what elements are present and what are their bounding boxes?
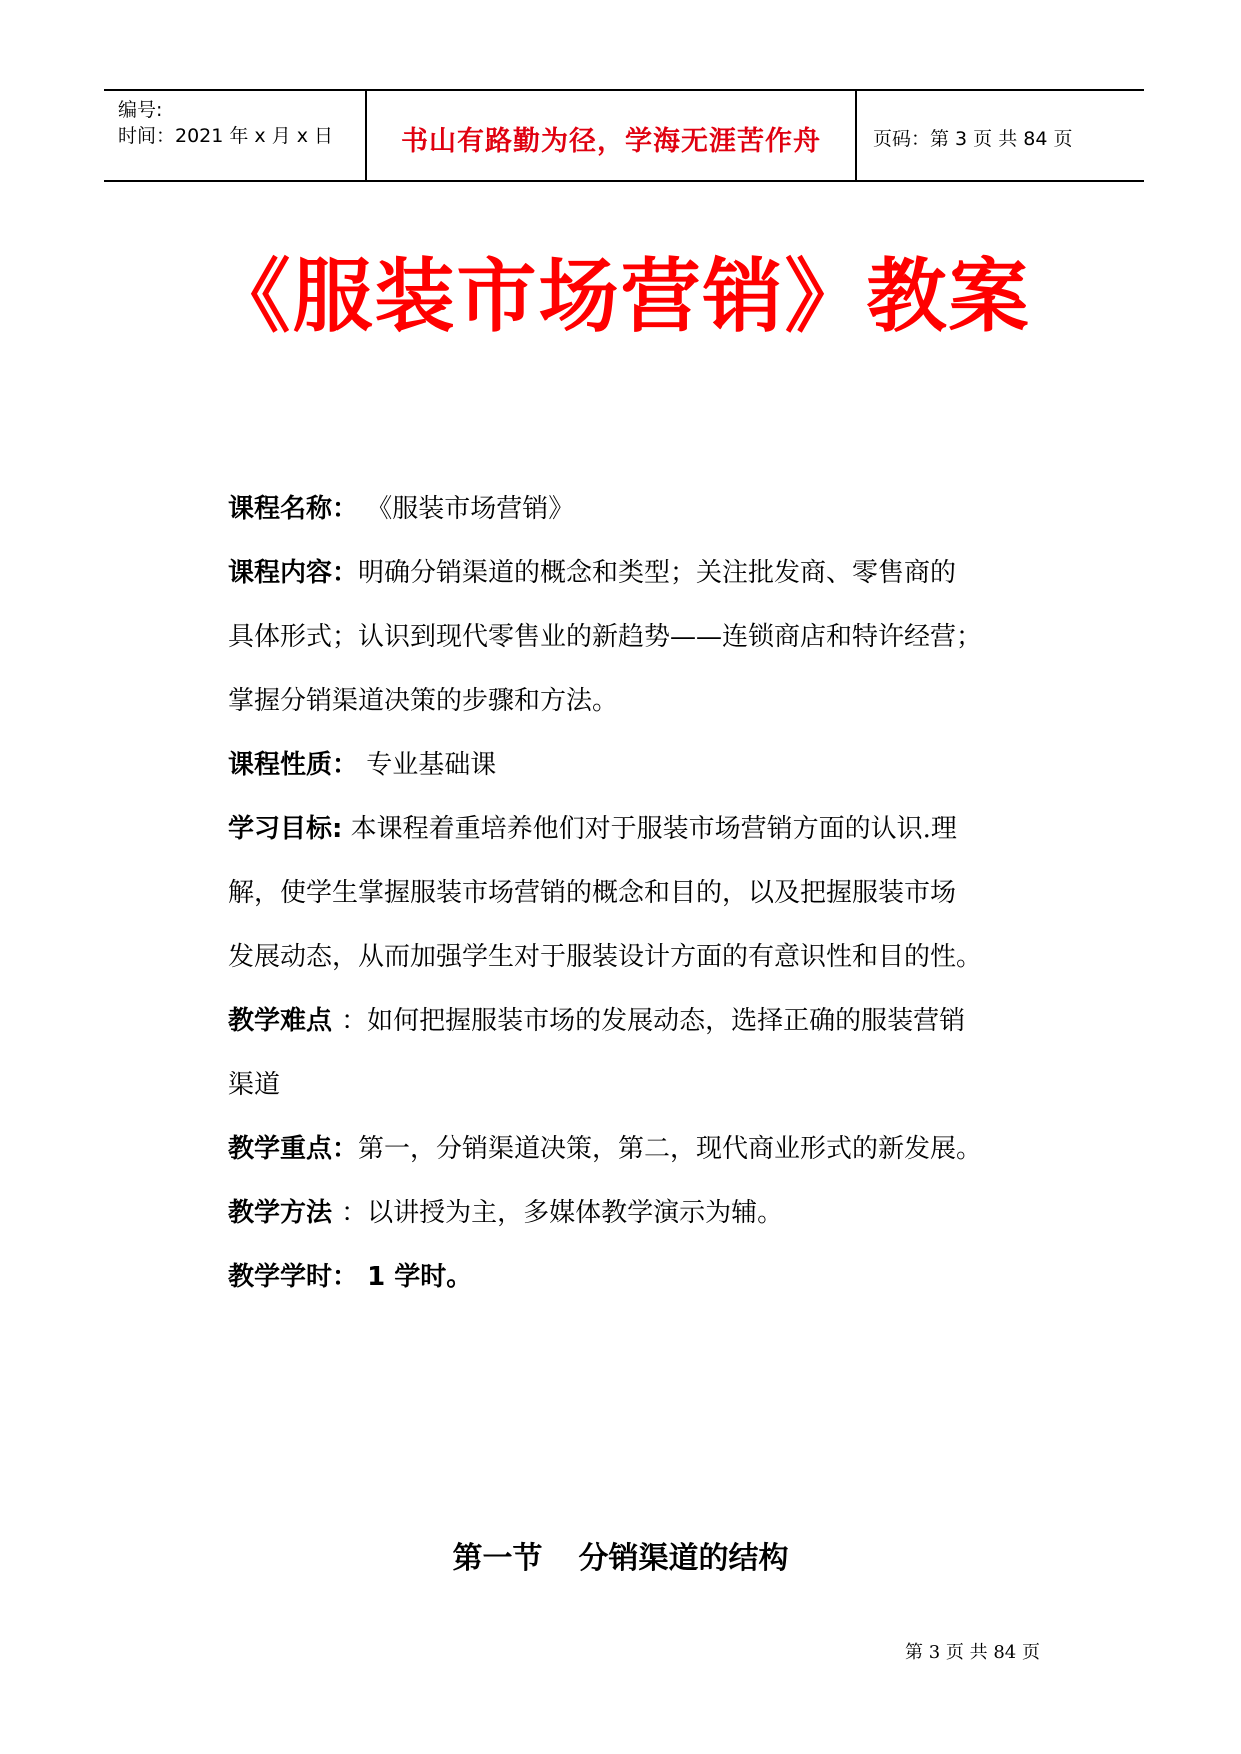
header-right-cell bbox=[857, 91, 1144, 180]
field-teaching-difficulty-line2: 渠道 bbox=[228, 1070, 281, 1100]
field-label: 教学学时： bbox=[228, 1262, 359, 1292]
field-course-content bbox=[228, 552, 956, 589]
field-label: 教学方法 bbox=[228, 1198, 342, 1228]
field-value: 明确分销渠道的概念和类型；关注批发商、零售商的 bbox=[358, 558, 957, 588]
document-title: 《服装市场营销》教案 bbox=[210, 250, 1031, 343]
field-course-content-line3: 掌握分销渠道决策的步骤和方法。 bbox=[228, 686, 619, 716]
section-number: 第一节 bbox=[452, 1541, 543, 1576]
field-course-nature bbox=[228, 744, 496, 781]
field-value: ：如何把握服装市场的发展动态，选择正确的服装营销 bbox=[341, 1006, 966, 1036]
field-value: ：以讲授为主，多媒体教学演示为辅。 bbox=[341, 1198, 784, 1228]
field-label: 课程性质： bbox=[228, 750, 359, 780]
field-value: 第一，分销渠道决策，第二，现代商业形式的新发展。 bbox=[358, 1134, 983, 1164]
field-label: 教学重点： bbox=[228, 1134, 359, 1164]
motto: 书山有路勤为径，学海无涯苦作舟 bbox=[401, 126, 821, 157]
field-teaching-method bbox=[228, 1192, 783, 1229]
field-label: 教学难点 bbox=[228, 1006, 342, 1036]
field-course-content-line2: 具体形式；认识到现代零售业的新趋势——连锁商店和特许经营； bbox=[228, 622, 983, 652]
field-label: 学习目标: bbox=[228, 814, 343, 844]
field-teaching-difficulty bbox=[228, 1000, 965, 1037]
header-middle-cell bbox=[367, 91, 857, 180]
field-value: 专业基础课 bbox=[358, 750, 497, 780]
field-learning-goal bbox=[228, 808, 957, 845]
time-label: 时间：2021 年 x 月 x 日 bbox=[118, 125, 334, 147]
section-title: 分销渠道的结构 bbox=[578, 1541, 789, 1576]
field-teaching-hours bbox=[228, 1256, 472, 1293]
field-value: 《服装市场营销》 bbox=[358, 494, 575, 524]
field-value: 1 学时。 bbox=[358, 1262, 473, 1292]
field-learning-goal-line2: 解，使学生掌握服装市场营销的概念和目的，以及把握服装市场 bbox=[228, 878, 957, 908]
field-teaching-focus bbox=[228, 1128, 982, 1165]
page-footer: 第 3 页 共 84 页 bbox=[905, 1642, 1040, 1663]
section-heading bbox=[0, 1533, 1241, 1577]
number-label: 编号: bbox=[118, 99, 163, 121]
header-left-cell bbox=[104, 91, 367, 180]
field-learning-goal-line3: 发展动态，从而加强学生对于服装设计方面的有意识性和目的性。 bbox=[228, 942, 983, 972]
field-label: 课程内容： bbox=[228, 558, 359, 588]
header-table bbox=[104, 89, 1144, 182]
field-label: 课程名称： bbox=[228, 494, 359, 524]
page-info: 页码：第 3 页 共 84 页 bbox=[873, 128, 1073, 150]
field-course-name bbox=[228, 488, 574, 525]
field-value: 本课程着重培养他们对于服装市场营销方面的认识.理 bbox=[342, 814, 957, 844]
